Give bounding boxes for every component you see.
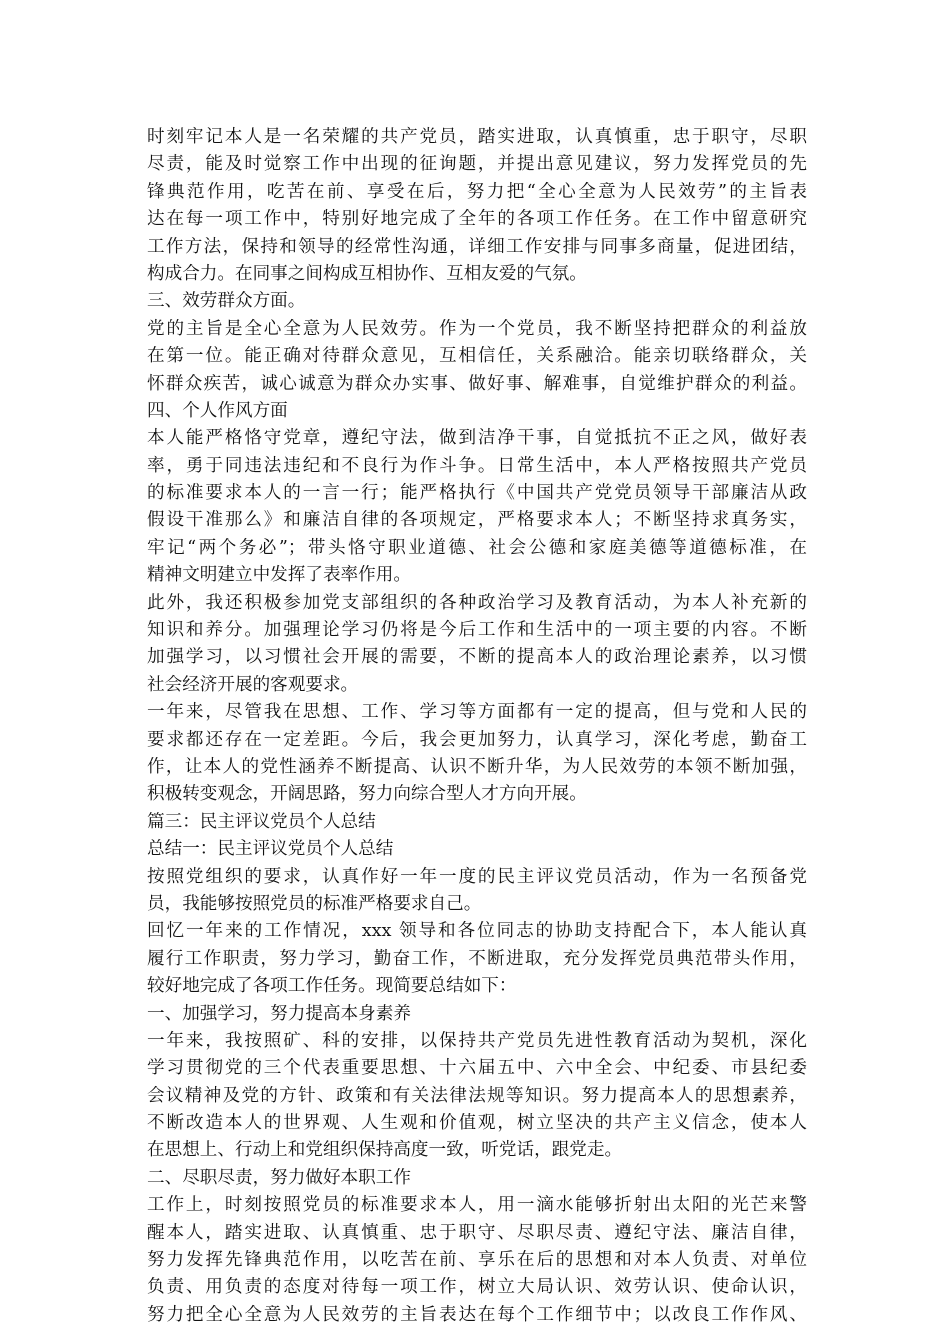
text-line: 总结一：民主评议党员个人总结 [147,839,394,860]
text-line: 牢记“两个务必”；带头恪守职业道德、社会公德和家庭美德等道德标准，在 [147,537,807,558]
text-line: 三、效劳群众方面。 [147,291,306,312]
text-line: 履行工作职责，努力学习，勤奋工作，不断进取，充分发挥党员典范带头作用， [147,948,807,969]
document-body [147,124,807,1329]
text-line: 精神文明建立中发挥了表率作用。 [147,565,411,586]
text-line: 的标准要求本人的一言一行；能严格执行《中国共产党党员领导干部廉洁从政 [147,483,807,504]
text-line: 员，我能够按照党员的标准严格要求自己。 [147,893,482,914]
text-line: 本人能严格恪守党章，遵纪守法，做到洁净干事，自觉抵抗不正之风，做好表 [147,428,807,449]
text-line: 不断改造本人的世界观、人生观和价值观，树立坚决的共产主义信念，使本人 [147,1113,807,1134]
text-line: 达在每一项工作中，特别好地完成了全年的各项工作任务。在工作中留意研究 [147,209,807,230]
text-line: 工作方法，保持和领导的经常性沟通，详细工作安排与同事多商量，促进团结， [147,236,807,257]
text-line: 篇三：民主评议党员个人总结 [147,811,376,832]
text-line: 学习贯彻党的三个代表重要思想、十六届五中、六中全会、中纪委、市县纪委 [147,1058,807,1079]
text-line: 按照党组织的要求，认真作好一年一度的民主评议党员活动，作为一名预备党 [147,866,807,887]
text-line: 加强学习，以习惯社会开展的需要，不断的提高本人的政治理论素养，以习惯 [147,647,807,668]
text-line: 积极转变观念，开阔思路，努力向综合型人才方向开展。 [147,784,587,805]
text-line: 努力把全心全意为人民效劳的主旨表达在每个工作细节中；以改良工作作风、 [147,1304,807,1325]
text-line: 构成合力。在同事之间构成互相协作、互相友爱的气氛。 [147,263,587,284]
text-line: 率，勇于同违法违纪和不良行为作斗争。日常生活中，本人严格按照共产党员 [147,455,807,476]
text-line: 一、加强学习，努力提高本身素养 [147,1003,411,1024]
text-line: 假设干准那么》和廉洁自律的各项规定，严格要求本人；不断坚持求真务实， [147,510,807,531]
text-line: 努力发挥先锋典范作用，以吃苦在前、享乐在后的思想和对本人负责、对单位 [147,1250,807,1271]
text-line: 四、个人作风方面 [147,400,288,421]
text-line: 一年来，我按照矿、科的安排，以保持共产党员先进性教育活动为契机，深化 [147,1030,807,1051]
text-line: 回忆一年来的工作情况，xxx 领导和各位同志的协助支持配合下，本人能认真 [147,921,807,942]
text-line: 锋典范作用，吃苦在前、享受在后，努力把“全心全意为人民效劳”的主旨表 [147,181,807,202]
text-line: 工作上，时刻按照党员的标准要求本人，用一滴水能够折射出太阳的光芒来警 [147,1195,807,1216]
text-line: 在思想上、行动上和党组织保持高度一致，听党话，跟党走。 [147,1140,623,1161]
text-line: 知识和养分。加强理论学习仍将是今后工作和生活中的一项主要的内容。不断 [147,620,807,641]
text-line: 怀群众疾苦，诚心诚意为群众办实事、做好事、解难事，自觉维护群众的利益。 [147,373,807,394]
text-line: 负责、用负责的态度对待每一项工作，树立大局认识、效劳认识、使命认识， [147,1277,807,1298]
text-line: 在第一位。能正确对待群众意见，互相信任，关系融洽。能亲切联络群众，关 [147,346,807,367]
text-line: 较好地完成了各项工作任务。现简要总结如下： [147,976,517,997]
text-line: 时刻牢记本人是一名荣耀的共产党员，踏实进取，认真慎重，忠于职守，尽职 [147,127,807,147]
text-line: 社会经济开展的客观要求。 [147,674,359,695]
text-line: 尽责，能及时觉察工作中出现的征询题，并提出意见建议，努力发挥党员的先 [147,154,807,175]
text-line: 二、尽职尽责，努力做好本职工作 [147,1167,411,1188]
text-line: 要求都还存在一定差距。今后，我会更加努力，认真学习，深化考虑，勤奋工 [147,729,807,750]
text-line: 一年来，尽管我在思想、工作、学习等方面都有一定的提高，但与党和人民的 [147,702,807,723]
text-line: 会议精神及党的方针、政策和有关法律法规等知识。努力提高本人的思想素养， [147,1085,807,1106]
text-line: 醒本人，踏实进取、认真慎重、忠于职守、尽职尽责、遵纪守法、廉洁自律， [147,1222,807,1243]
text-line: 作，让本人的党性涵养不断提高、认识不断升华，为人民效劳的本领不断加强， [147,756,807,777]
text-line: 此外，我还积极参加党支部组织的各种政治学习及教育活动，为本人补充新的 [147,592,807,613]
text-line: 党的主旨是全心全意为人民效劳。作为一个党员，我不断坚持把群众的利益放 [147,318,807,339]
